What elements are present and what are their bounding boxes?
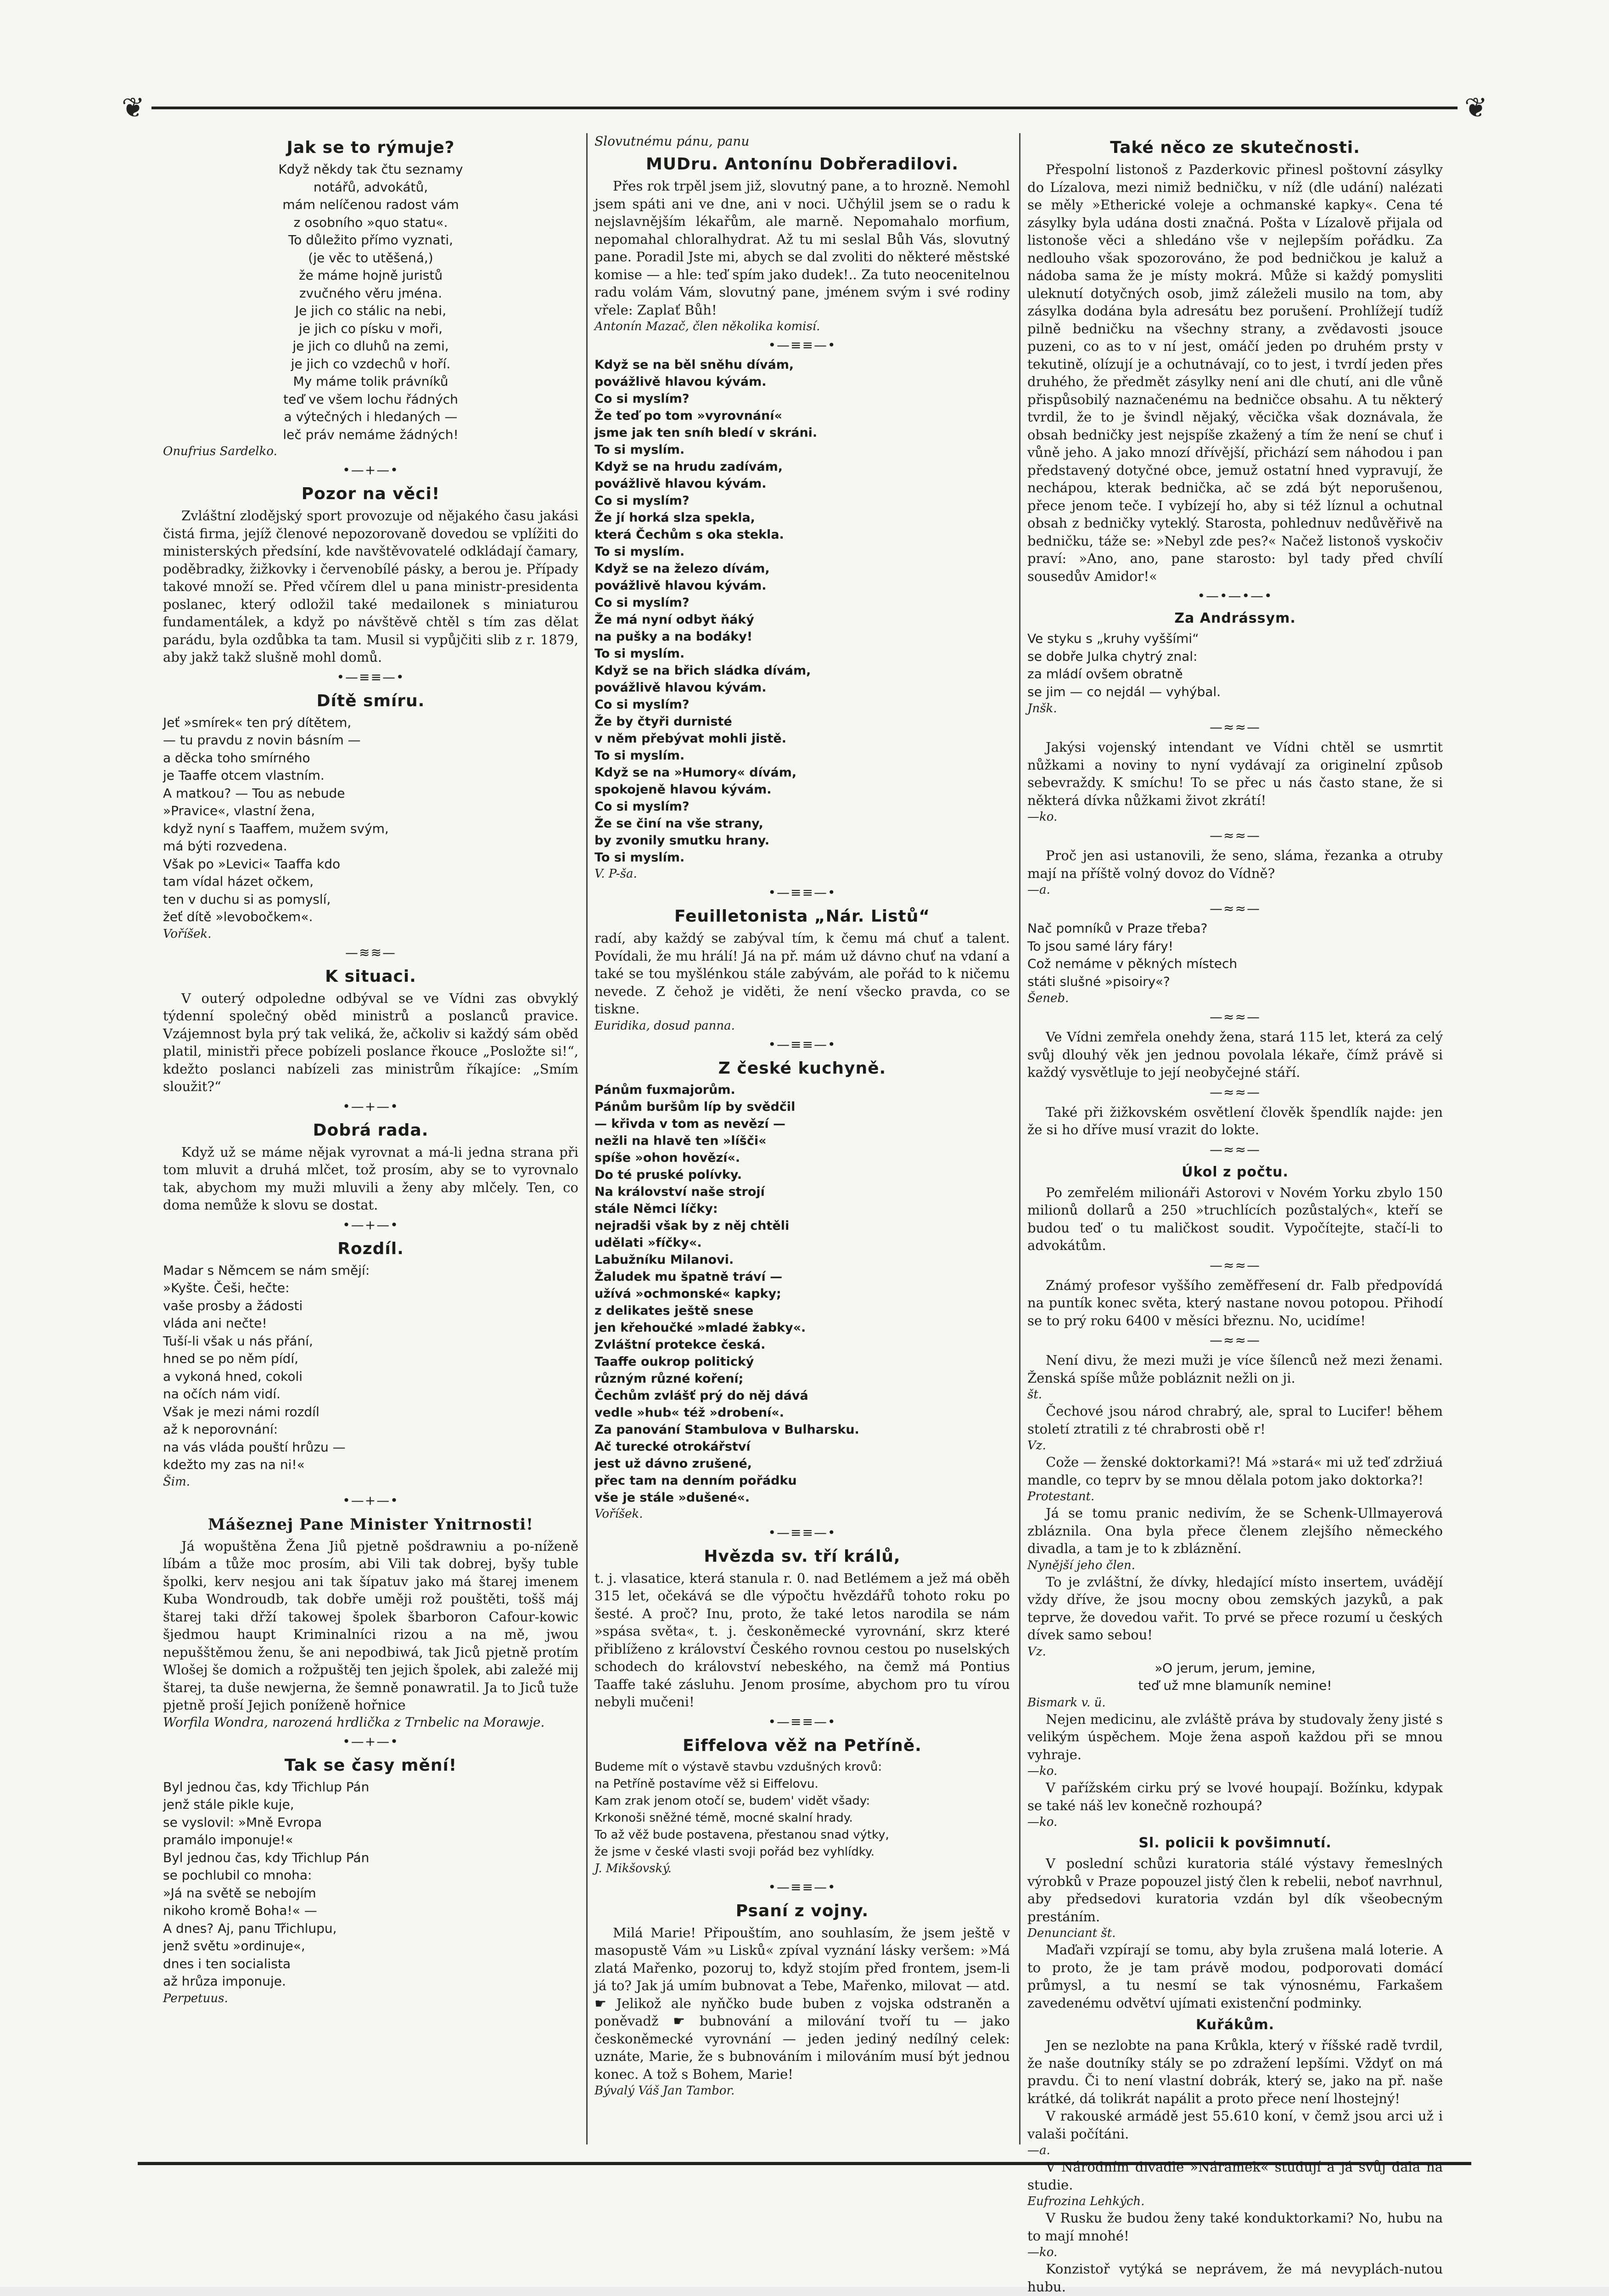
article-text: Milá Marie! Připouštím, ano souhlasím, že jsem ještě v masopustě Vám »u Lisků« zpíval vyznání lásky veršem: »Má zlatá Mařenko, pozoruj to, když stojím před frontem, jsem-li já to? Jak já umím bubnovat a Tebe, Mařenko, milovat — atd. ☛ Jelikož ale nyňčko bude buben z vojska odstraněn a poněvadž ☛ bubnování a milování tvoří tu — jako českoněmecké vyrovnání — jeden jediný nedílný celek: uznáte, Marie, že s bubnováním i milováním musí být jednou konec. A tož s Bohem, Marie!: [594, 1925, 1010, 2082]
poem: Když někdy tak čtu seznamy notářů, advokátů, mám nelíčenou radost vám z osobního »quo statu«. To důležito přímo vyznati, (je věc to utěšená,) že máme hojně juristů zvučného věru jména. Je jich co stálic na nebi, je jich co písku v moři, je jich co dluhů na zemi, je jich co vzdechů v hoří. My máme tolik právníků teď ve všem lochu řádných a výtečných i hledaných — leč práv nemáme žádných!: [278, 162, 463, 442]
article-text: Není divu, že mezi muži je více šílenců než mezi ženami. Ženská spíše může pobláznit nežli on ji.: [1027, 1352, 1443, 1386]
column-2: [594, 133, 1010, 2154]
signature: Eufrozina Lehkých.: [1027, 2195, 1145, 2208]
article-text: Přes rok trpěl jsem již, slovutný pane, a to hrozně. Nemohl jsem spáti ani ve dne, ani v noci. Učhýlil jsem se o radu k nejslavnějším lékařům, ale marně. Nepomahalo morfium, nepomahal chloralhydrat. Až tu mi seslal Bůh Vás, slovutný pane. Poradil Jste mi, abych se dal zvoliti do některé městské komise — a hle: teď spím jako dudek!.. Za tuto neocenitelnou radu volám Vám, slovutný pane, jménem svým i své rodiny vřele: Zaplať Bůh!: [594, 178, 1010, 318]
article-text: Také při žižkovském osvětlení člověk špendlík najde: jen že si ho dříve musí vrazit do lokte.: [1027, 1104, 1443, 1137]
article-title: Dobrá rada.: [313, 1120, 429, 1140]
article-title: K situaci.: [325, 967, 416, 986]
signature: Voříšek.: [594, 1507, 643, 1521]
separator: •—+—•: [342, 1733, 399, 1749]
signature: Bismark v. ü.: [1027, 1695, 1106, 1710]
column-divider: [1019, 133, 1020, 2144]
separator: •—≡≡—•: [768, 1036, 836, 1052]
article-title: Eiffelova věž na Petříně.: [683, 1736, 922, 1755]
article-text: V outerý odpoledne odbýval se ve Vídni zas obvyklý týdenní společný oběd ministrů a poslanců pravice. Vzájemnost byla prý tak veliká, že, ačkoliv si každý sám oběd platil, ministři přece pobízeli poslance řkouce „Posložte si!“, kdežto poslanci nabízeli zas ministrům říkajíce: „Smím sloužit?“: [163, 990, 578, 1094]
poem: Byl jednou čas, kdy Třichlup Pán jenž stále pikle kuje, se vyslovil: »Mně Evropa pramálo imponuje!« Byl jednou čas, kdy Třichlup Pán se pochlubil co mnoha: »Já na světě se nebojím nikoho kromě Boha!« — A dnes? Aj, panu Třichlupu, jenž světu »ordinuje«, dnes i ten socialista až hrůza imponuje.: [163, 1779, 370, 1989]
separator: —≈≈—: [1210, 720, 1261, 735]
article-text: Když už se máme nějak vyrovnat a má-li jedna strana při tom mluvit a druhá mlčet, tož prosím, aby se to vyrovnalo tak, abychom my muži mluvili a ženy aby mlčely. Ten, co doma nemůže k slovu se dostat.: [163, 1144, 578, 1213]
signature: —ko.: [1027, 810, 1058, 824]
signature: Onufrius Sardelko.: [163, 445, 277, 458]
separator: —≈≈—: [1210, 1009, 1261, 1024]
article-text: Já se tomu pranic nedivím, že se Schenk-Ullmayerová zbláznila. Ona byla přece členem zlejšího německého divadla, a tam je to k zbláznění.: [1027, 1505, 1443, 1556]
article-text: To je zvláštní, že dívky, hledající místo insertem, uvádějí vždy dříve, že jsou mocny obou zemských jazyků, a pak teprve, že dovedou vařit. To prvé se přece rozumí u českých dívek samo sebou!: [1027, 1574, 1443, 1643]
article-text: Ve Vídni zemřela onehdy žena, stará 115 let, která za celý svůj dlouhý věk jen jednou povolala lékaře, čímž právě si každý vysvětluje to její neobyčejné stáří.: [1027, 1029, 1443, 1080]
separator: •—•—•—•: [1197, 588, 1273, 603]
article-title: Psaní z vojny.: [735, 1901, 869, 1920]
article-title: Mášeznej Pane Minister Ynitrnosti!: [207, 1515, 534, 1534]
article-title: Rozdíl.: [337, 1239, 404, 1258]
article-title: MUDru. Antonínu Dobřeradilovi.: [646, 155, 959, 174]
article-pretitle: Slovutnému pánu, panu: [594, 134, 750, 149]
signature: Worfila Wondra, narozená hrdlička z Trnbelic na Morawje.: [163, 1714, 545, 1730]
article-text: V Rusku že budou ženy také konduktorkami? No, hubu na to mají mnohé!: [1027, 2210, 1443, 2244]
poem: Jeť »smírek« ten prý dítětem, — tu pravdu z novin básním — a děcka toho smírného je Taaffe otcem vlastním. A matkou? — Tou as nebude »Pravice«, vlastní žena, když nyní s Taaffem, mužem svým, má býti rozvedena. Však po »Levici« Taaffa kdo tam vídal házet očkem, ten v duchu si as pomyslí, žeť dítě »levobočkem«.: [163, 715, 389, 924]
article-text: t. j. vlasatice, která stanula r. 0. nad Betlémem a jež má oběh 315 let, očekává se dle výpočtu hvězdářů tohoto roku po šesté. A proč? Inu, proto, že také letos narodila se nám »spása světa«, t. j. českoněmecké vyrovnání, skrz které přiblíženo z království Českého rovnou cestou po nuselských schodech do království nebeského, na čemž má Pontius Taaffe také zásluhu. Jenom prosíme, abychom pro tu vírou nebyli mučeni!: [594, 1570, 1010, 1710]
article-title: Sl. policii k povšimnutí.: [1138, 1835, 1332, 1851]
article-text: Maďaři vzpírají se tomu, aby byla zrušena malá loterie. A to proto, že je tam právě modou, podporovati domácí průmysl, a tu nesmí se tak výnosnému, Farkašem zavedenému odvětví ujímati existenční podminky.: [1027, 1942, 1443, 2011]
signature: Jnšk.: [1027, 702, 1057, 715]
article-title: Hvězda sv. tří králů,: [704, 1547, 901, 1566]
article-text: Po zemřelém milionáři Astorovi v Novém Yorku zbylo 150 milionů dollarů a 250 »truchlících pozůstalých«, kteří se budou teď o tu maličkost soudit. Vypočítejte, stačí-li to advokátům.: [1027, 1184, 1443, 1253]
signature: Perpetuus.: [163, 1991, 228, 2005]
signature: Voříšek.: [163, 927, 212, 941]
separator: —≈≈—: [1210, 1257, 1261, 1273]
column-3: [1027, 133, 1443, 2295]
signature: J. Mikšovský.: [594, 1861, 672, 1875]
article-title: Tak se časy mění!: [284, 1756, 457, 1775]
article-text: Jen se nezlobte na pana Krůkla, který v říšské radě tvrdil, že naše doutníky stály se po zdražení lepšími. Vždyť on má pravdu. Či to není vlastní dobrák, který se, jako na př. naše krátké, dá tolikrát napálit a proto přece není lhostejný!: [1027, 2037, 1443, 2106]
separator: —≋≋—: [345, 945, 396, 960]
article-text: Jakýsi vojenský intendant ve Vídni chtěl se usmrtit nůžkami a noviny to nyní vydávají za originelní způsob sebevraždy. K smíchu! To se přec u nás často stane, že si některá dívka nůžkami život zkrátí!: [1027, 739, 1443, 808]
signature: Bývalý Váš Jan Tambor.: [594, 2084, 735, 2098]
signature: Šeneb.: [1027, 991, 1069, 1005]
column-divider: [586, 133, 588, 2144]
floral-ornament-icon: ❦: [1464, 92, 1488, 124]
signature: Denunciant št.: [1027, 1926, 1116, 1940]
signature: —ko.: [1027, 1764, 1058, 1778]
signature: —ko.: [1027, 1815, 1058, 1829]
signature: Antonín Mazač, člen několika komisí.: [594, 320, 820, 333]
signature: Vz.: [1027, 1439, 1046, 1452]
article-text: V pařížském cirku prý se lvové houpají. Božínku, kdypak se také náš lev konečně rozhoupá?: [1027, 1780, 1443, 1813]
article-text: Čechové jsou národ chrabrý, ale, spral to Lucifer! během století ztratili z té chrabrosti obě r!: [1027, 1403, 1443, 1437]
article-title: Také něco ze skutečnosti.: [1110, 138, 1360, 157]
article-text: V Národním divadle »Náramek« studují a já svůj dala na studie.: [1027, 2159, 1443, 2193]
column-1: [163, 133, 578, 2154]
article-title: Pozor na věci!: [301, 484, 440, 503]
poem: Budeme mít o výstavě stavbu vzdušných krovů: na Petříně postavíme věž si Eiffelovu. Kam zrak jenom otočí se, budem' vidět všady: Krkonoši sněžné témě, mocné skalní hrady. To až věž bude postavena, přestanou snad výtky, že jsme v české vlasti svoji pořád bez vyhlídky.: [594, 1760, 889, 1859]
article-text: Já wopuštěna Žena Jiů pjetně pošdrawniu a po-níženě líbám a tůže moc prosím, abi Vili tak dobrej, byšy tuble špolki, kerv nesjou ani tak šípatuv jako má štarej imenem Kuba Wondroudb, tak dobře uměji rož pouštěti, tošš máj štarej taki dřží takowej špolek šbarboron Cafour-kowic šjedmou haupt Kriminalníci rizou a na mě, jwou nepušštěmou ženu, še ani nepodbiwá, tak Jiců pjetně protím Wlošej še domich a rožpuštěj ten jejich špolek, abi zaležé mij štarej, ta duše newjerna, že šemně ponawratil. Ja to Jiců tuže pjetně proší Jejich poníženě hořnice: [163, 1538, 578, 1713]
poem: »O jerum, jerum, jemine, teď už mne blamuník nemine!: [1138, 1660, 1332, 1693]
article-text: Konzistoř vytýká se neprávem, že má nevyplách-nutou hubu.: [1027, 2261, 1443, 2295]
article-text: Zvláštní zlodějský sport provozuje od nějakého času jakási čistá firma, jejíž členové nepozorovaně dovedou se vplížiti do ministerských předsíní, kde navštěvovatelé odkládají čamary, poděbradky, žižkovky i červenobílé pásky, a berou je. Případy takové množí se. Před včírem dlel u pana ministr-presidenta poslanec, který odložil také medailonek s miniaturou fundamentálek, a když po návštěvě chtěl s tím zas dělat parádu, byla ozdůbka ta tam. Musil si vypůjčiti slib z r. 1879, aby jakž takž slušně mohl domů.: [163, 508, 578, 665]
signature: —a.: [1027, 883, 1050, 897]
top-rule: [151, 107, 1458, 109]
article-title: Dítě smíru.: [316, 691, 425, 710]
separator: —≈≈—: [1210, 901, 1261, 916]
article-text: Nejen medicinu, ale zvláště práva by studovaly ženy jisté s velikým úspěchem. Moje žena aspoň každou při se mnou vyhraje.: [1027, 1711, 1443, 1762]
article-title: Jak se to rýmuje?: [286, 138, 455, 157]
article-text: radí, aby každý se zabýval tím, k čemu má chuť a talent. Povídali, že mu hrálí! Já na př. mám už dávno chuť na vdaní a také se tou myšlénkou stále zabývám, ale pořád to k ničemu nevede. Z čehož je viděti, že není všecko pravda, co se tiskne.: [594, 930, 1010, 1017]
separator: •—+—•: [342, 1098, 399, 1114]
separator: •—≡≡—•: [768, 1714, 836, 1729]
article-title: Kuřákům.: [1195, 2017, 1275, 2033]
separator: •—≡≡—•: [768, 1879, 836, 1895]
separator: —≈≈—: [1210, 1142, 1261, 1157]
signature: —a.: [1027, 2144, 1050, 2157]
article-text: Cože — ženské doktorkami?! Má »stará« mi už teď zdržiuá mandle, co teprv by se mnou dělala potom jako doktorka?!: [1027, 1454, 1443, 1488]
separator: —≈≈—: [1210, 1084, 1261, 1100]
article-text: Proč jen asi ustanovili, že seno, sláma, řezanka a otruby mají na příště volný dovoz do Vídně?: [1027, 848, 1443, 881]
poem: Nač pomníků v Praze třeba? To jsou samé láry fáry! Což nemáme v pěkných místech státi slušné »pisoiry«?: [1027, 921, 1238, 989]
separator: •—≡≡—•: [768, 338, 836, 353]
poem: Madar s Němcem se nám smějí: »Kyšte. Češi, hečte: vaše prosby a žádosti vláda ani nečte! Tuší-li však u nás přání, hned se po něm pídí, a vykoná hned, cokoli na očích nám vidí. Však je mezi námi rozdíl až k neporovnání: na vás vláda pouští hrůzu — kdežto my zas na ni!«: [163, 1262, 370, 1472]
signature: —ko.: [1027, 2245, 1058, 2259]
article-text: V rakouské armádě jest 55.610 koní, v čemž jsou arci už i valaši počítáni.: [1027, 2108, 1443, 2142]
separator: •—+—•: [342, 1492, 399, 1508]
separator: •—+—•: [342, 462, 399, 478]
poem: Pánům fuxmajorům. Pánům buršům líp by svědčil — křivda v tom as nevězí — nežli na hlavě ten »líšči« spíše »ohon hovězí«. Do té pruské polívky. Na království naše strojí stále Němci líčky: nejradši však by z něj chtěli udělati »fíčky«. Labužníku Milanovi. Žaludek mu špatně tráví — užívá »ochmonské« kapky; z delikates ještě snese jen křehoučké »mladé žabky«. Zvláštní protekce česká. Taaffe oukrop politický různým různé koření; Čechům zvlášť prý do něj dává vedle »hub« též »drobení«. Za panování Stambulova v Bulharsku. Ač turecké otrokářství jest už dávno zrušené, přec tam na denním pořádku vše je stále »dušené«.: [594, 1082, 859, 1505]
signature: Euridika, dosud panna.: [594, 1019, 735, 1033]
signature: št.: [1027, 1388, 1043, 1401]
signature: Šim.: [163, 1474, 191, 1489]
article-title: Za Andrássym.: [1174, 610, 1296, 626]
floral-ornament-icon: ❦: [121, 92, 145, 124]
signature: Vz.: [1027, 1644, 1046, 1659]
article-title: Úkol z počtu.: [1182, 1164, 1289, 1180]
signature: V. P-ša.: [594, 867, 637, 881]
separator: —≈≈—: [1210, 1333, 1261, 1348]
article-title: Feuilletonista „Nár. Listů“: [674, 907, 931, 926]
separator: —≈≈—: [1210, 828, 1261, 843]
poem: Když se na běl sněhu dívám, povážlivě hlavou kývám. Co si myslím? Že teď po tom »vyrovnání« jsme jak ten sníh bledí v skráni. To si myslím. Když se na hrudu zadívám, povážlivě hlavou kývám. Co si myslím? Že jí horká slza spekla, která Čechům s oka stekla. To si myslím. Když se na železo dívám, povážlivě hlavou kývám. Co si myslím? Že má nyní odbyt ňáký na pušky a na bodáky! To si myslím. Když se na břich sládka dívám, povážlivě hlavou kývám. Co si myslím? Že by čtyři durnisté v něm přebývat mohli jistě. To si myslím. Když se na »Humory« dívám, spokojeně hlavou kývám. Co si myslím? Že se činí na vše strany, by zvonily smutku hrany. To si myslím.: [594, 358, 818, 865]
signature: Protestant.: [1027, 1490, 1095, 1503]
article-text: Přespolní listonoš z Pazderkovic přinesl poštovní zásylky do Lízalova, mezi nimiž bedničku, v níž (dle udání) nalézati se měly »Etherické voleje a ochmanské kapky«. Cena té zásylky byla udána dosti značná. Pošta v Lízalově přijala od listonoše věci a shledáno vše v nejlepším pořádku. Za nedlouho však spozorováno, že pod bedničkou je kaluž a nádoba sama že je místy mokrá. Může si každý pomysliti uleknutí dotyčných osob, jimž záleželi musilo na tom, aby zásylka dodána byla adresátu bez porušení. Prohlížejí tudíž pilně bedničku na všechny strany, a zvědavosti jsouce puzeni, co as to v ní jest, omáčí jeden po druhém prsty v tekutině, olízují je a ochutnávají, co to jest, i tvrdí jeden přes druhého, že předmět zásylky není ani dle chutí, ani dle vůně přispůsobilý naznačenému na bedničce obsahu. A tu některý tvrdil, že to je švindl nějaký, věcička však doznávala, že obsah bedničky jest nejspíše zkažený a tím že není se chuť i vůně jeho. A jako mnozí dřívější, přichází sem náhodou i pan představený dotyčné obce, jemuž ostatní hned vypravují, že nechápou, kterak bednička, ač se zdá být neporušenou, přece jenom teče. I vybízejí ho, aby si též líznul a ochutnal obsah z bedničky vyteklý. Starosta, pohlednuv nedůvěřivě na bedničku, táže se: »Nebyl zde pes?« Načež listonoš vyskočiv praví: »Ano, ano, pane starosto: byl tady před chvílí sousedův Amidor!«: [1027, 162, 1443, 584]
poem: Ve styku s „kruhy vyššími“ se dobře Julka chytrý znal: za mládí ovšem obratně se jim — co nejdál — vyhýbal.: [1027, 631, 1221, 699]
separator: •—≡≡—•: [768, 885, 836, 900]
article-title: Z české kuchyně.: [718, 1058, 886, 1078]
separator: •—+—•: [342, 1217, 399, 1232]
article-text: V poslední schůzi kuratoria stálé výstavy řemeslných výrobků v Praze popouzel jistý člen k rebelii, neboť navrhnul, aby předsedovi kuratoria vzdán byl dík všeobecným prestáním.: [1027, 1856, 1443, 1925]
separator: •—≡≡—•: [768, 1525, 836, 1540]
article-text: Známý profesor vyššího zeměfřesení dr. Falb předpovídá na puntík konec světa, který nastane novou potopou. Přihodí se to prý roku 6400 v měsíci březnu. No, ucidíme!: [1027, 1277, 1443, 1328]
separator: •—≡≡—•: [336, 669, 405, 685]
signature: Nynější jeho člen.: [1027, 1558, 1135, 1572]
